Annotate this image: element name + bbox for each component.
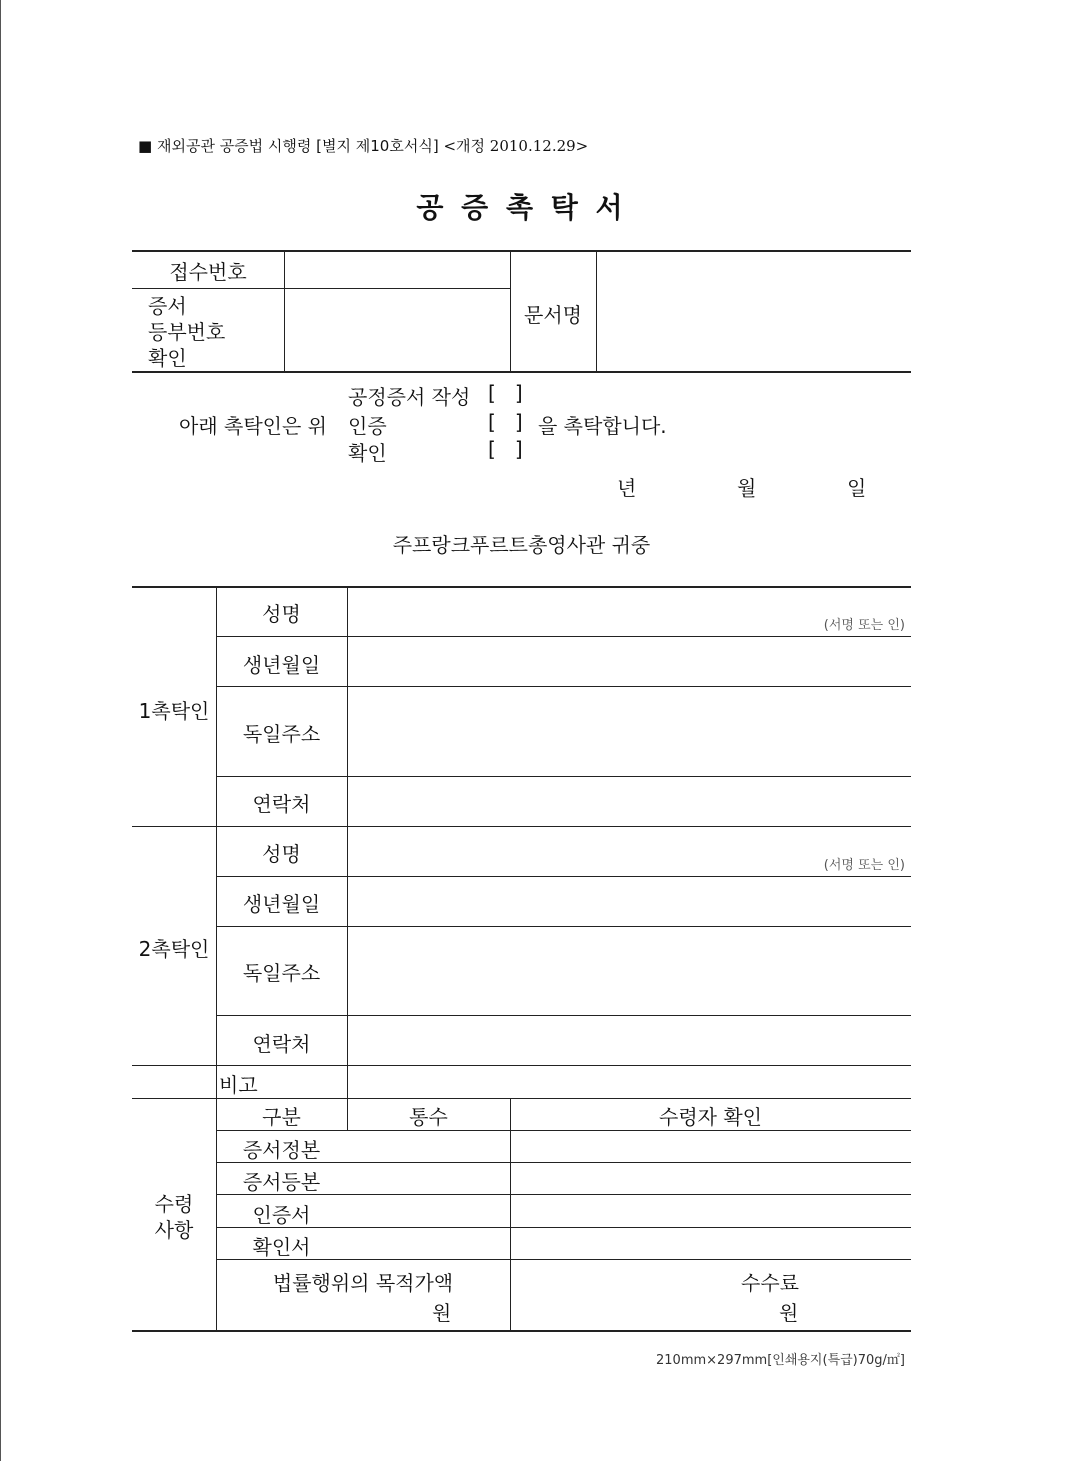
copy-copies-field[interactable] (349, 1164, 508, 1192)
paper-spec-footer: 210mm×297mm[인쇄용지(특급)70g/㎡] (656, 1353, 905, 1368)
fee-label: 수수료 (741, 1271, 799, 1295)
form-reference: ■ 재외공관 공증법 시행령 [별지 제10호서식] <개정 2010.12.29> (138, 137, 589, 155)
principal-1-label: 1촉탁인 (138, 699, 210, 723)
checkbox-certification[interactable]: [ ] (488, 410, 523, 434)
date-month-label: 월 (737, 476, 757, 500)
receipt-header-category: 구분 (262, 1105, 301, 1129)
remarks-field[interactable] (349, 1067, 909, 1096)
principal-1-contact-field[interactable] (349, 778, 909, 824)
option-certification: 인증 (348, 414, 387, 438)
principal-2-birth-label: 생년월일 (242, 892, 321, 916)
receipt-row-copy: 증서등본 (242, 1170, 321, 1194)
confirmation-recipient-field[interactable] (512, 1229, 909, 1257)
receipt-row-confirmation: 확인서 (252, 1235, 311, 1259)
principal-1-address-field[interactable] (349, 688, 909, 774)
certificate-copies-field[interactable] (349, 1196, 508, 1225)
original-copies-field[interactable] (349, 1132, 508, 1160)
principal-1-sign-hint: (서명 또는 인) (823, 618, 905, 633)
principal-1-address-label: 독일주소 (242, 722, 321, 746)
cert-number-field[interactable] (286, 290, 508, 369)
principal-1-birth-field[interactable] (349, 638, 909, 684)
principal-2-address-field[interactable] (349, 928, 909, 1013)
transaction-value-won[interactable]: 원 (432, 1301, 452, 1325)
square-bullet-icon: ■ (138, 137, 153, 155)
principal-2-contact-label: 연락처 (252, 1032, 311, 1056)
remarks-label: 비고 (219, 1073, 258, 1097)
cert-number-label-1: 증서 (148, 294, 187, 318)
receipt-number-field[interactable] (286, 252, 508, 286)
confirmation-copies-field[interactable] (349, 1229, 508, 1257)
checkbox-notarial-deed[interactable]: [ ] (488, 381, 523, 405)
original-recipient-field[interactable] (512, 1132, 909, 1160)
principal-1-contact-label: 연락처 (252, 792, 311, 816)
principal-2-sign-hint: (서명 또는 인) (823, 858, 905, 873)
receipt-row-original: 증서정본 (242, 1138, 321, 1162)
checkbox-confirmation[interactable]: [ ] (488, 437, 523, 461)
document-name-field[interactable] (598, 252, 909, 369)
principal-2-address-label: 독일주소 (242, 961, 321, 985)
copy-recipient-field[interactable] (512, 1164, 909, 1192)
principal-1-birth-label: 생년월일 (242, 653, 321, 677)
option-notarial-deed: 공정증서 작성 (348, 385, 471, 409)
document-name-label: 문서명 (524, 303, 582, 327)
receipt-header-copies: 통수 (409, 1105, 448, 1129)
request-suffix: 을 촉탁합니다. (538, 414, 667, 438)
date-year-label: 년 (617, 476, 637, 500)
principal-2-name-label: 성명 (262, 842, 301, 866)
receipt-number-label: 접수번호 (169, 260, 247, 284)
principal-1-name-label: 성명 (262, 602, 301, 626)
cert-number-label-2: 등부번호 (148, 320, 226, 344)
certificate-recipient-field[interactable] (512, 1196, 909, 1225)
cert-number-label-3: 확인 (148, 346, 187, 370)
transaction-value-label: 법률행위의 목적가액 (272, 1271, 454, 1295)
request-prefix: 아래 촉탁인은 위 (179, 414, 327, 438)
addressee: 주프랑크푸르트총영사관 귀중 (392, 533, 651, 557)
principal-2-birth-field[interactable] (349, 878, 909, 924)
page-title: 공 증 촉 탁 서 (416, 191, 627, 224)
principal-2-contact-field[interactable] (349, 1017, 909, 1063)
principal-2-name-field[interactable] (349, 828, 809, 874)
principal-2-label: 2촉탁인 (138, 937, 210, 961)
receipt-group-label-1: 수령 (154, 1192, 194, 1216)
option-confirmation: 확인 (348, 441, 387, 465)
date-day-label: 일 (847, 476, 867, 500)
receipt-group-label-2: 사항 (154, 1218, 194, 1242)
principal-1-name-field[interactable] (349, 588, 809, 634)
receipt-row-certificate: 인증서 (252, 1203, 311, 1227)
receipt-header-recipient: 수령자 확인 (659, 1105, 762, 1129)
fee-won[interactable]: 원 (779, 1301, 799, 1325)
